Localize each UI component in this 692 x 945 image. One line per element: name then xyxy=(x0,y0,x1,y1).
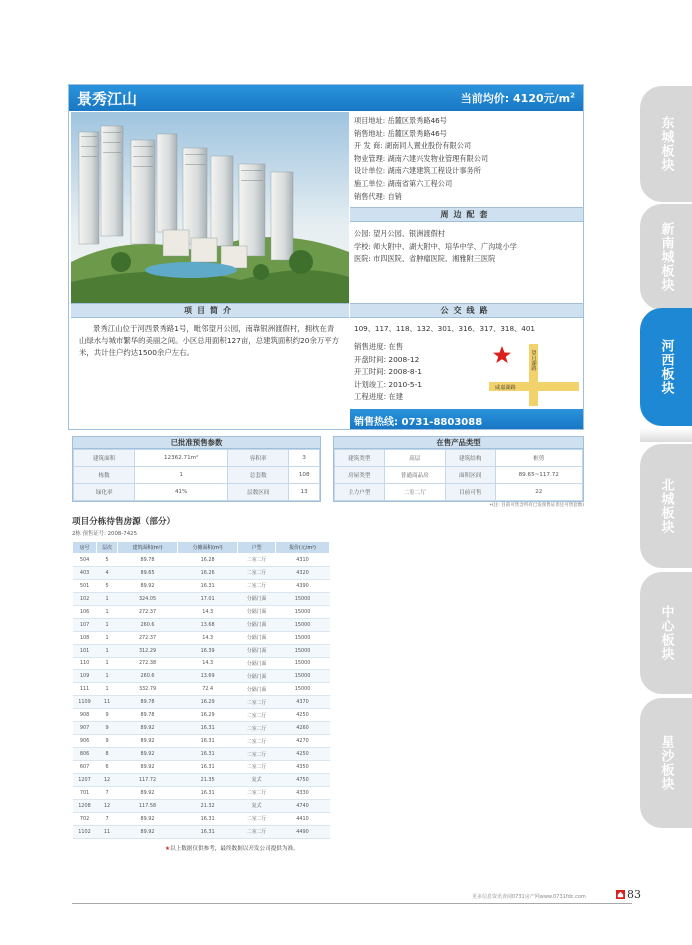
table-cell: 分隔门面 xyxy=(238,670,276,683)
table-cell: 1 xyxy=(97,631,118,644)
table-cell: 高层 xyxy=(384,450,445,467)
table-cell: 4270 xyxy=(276,735,330,748)
table-cell: 3 xyxy=(289,450,320,467)
table-cell: 89.92 xyxy=(117,786,177,799)
table-cell: 16.31 xyxy=(178,761,238,774)
table-cell: 二室二厅 xyxy=(238,709,276,722)
table-cell: 框剪 xyxy=(495,450,583,467)
table-cell: 89.92 xyxy=(117,761,177,774)
location-map-drawing xyxy=(489,340,581,406)
listing-table xyxy=(72,541,330,839)
table-row xyxy=(73,825,330,838)
tab-xingsha[interactable] xyxy=(640,698,692,828)
table-cell: 72.4 xyxy=(178,683,238,696)
peripheral-parks: 公园: 望月公园、银洲渡假村 xyxy=(354,229,445,238)
table-cell: 15000 xyxy=(276,683,330,696)
table-cell: 分隔门面 xyxy=(238,631,276,644)
presale-table-title: 已批准预售参数 xyxy=(73,437,320,449)
column-header: 分摊面积(m²) xyxy=(178,542,238,554)
table-row xyxy=(335,484,583,501)
table-row xyxy=(335,450,583,467)
table-cell: 建筑面积 xyxy=(74,450,135,467)
table-cell: 14.3 xyxy=(178,657,238,670)
table-cell: 806 xyxy=(73,748,97,761)
table-cell: 21.35 xyxy=(178,773,238,786)
average-price-text: 当前均价: 4120元/m xyxy=(460,92,571,105)
table-cell: 4370 xyxy=(276,696,330,709)
product-table-grid xyxy=(334,449,583,501)
table-cell: 15000 xyxy=(276,657,330,670)
listing-title: 项目分栋待售房源（部分） xyxy=(72,517,176,527)
average-price xyxy=(461,90,575,106)
table-row xyxy=(73,579,330,592)
column-header: 层次 xyxy=(97,542,118,554)
table-cell: 4320 xyxy=(276,566,330,579)
bus-title: 公交线路 xyxy=(350,303,583,318)
table-cell: 89.92 xyxy=(117,735,177,748)
table-cell: 栋数 xyxy=(74,467,135,484)
table-cell: 4350 xyxy=(276,761,330,774)
table-cell: 15000 xyxy=(276,605,330,618)
table-row xyxy=(73,592,330,605)
table-cell: 1109 xyxy=(73,696,97,709)
table-cell: 504 xyxy=(73,554,97,567)
table-cell: 容积率 xyxy=(228,450,289,467)
listing-subtitle: 2栋 预售证号: 2008-7425 xyxy=(72,531,138,537)
table-cell: 4490 xyxy=(276,825,330,838)
tab-dongcheng[interactable] xyxy=(640,86,692,202)
table-cell: 复式 xyxy=(238,773,276,786)
tab-label: 星沙板块 xyxy=(658,735,674,791)
tab-zhongxin[interactable] xyxy=(640,572,692,694)
table-cell: 14.3 xyxy=(178,631,238,644)
table-cell: 17.01 xyxy=(178,592,238,605)
table-cell: 501 xyxy=(73,579,97,592)
table-cell: 4 xyxy=(97,566,118,579)
table-cell: 89.78 xyxy=(117,696,177,709)
table-cell: 13.69 xyxy=(178,670,238,683)
progress-completion: 计划竣工: 2010-5-1 xyxy=(354,379,422,389)
table-cell: 1 xyxy=(97,605,118,618)
table-row xyxy=(73,722,330,735)
table-cell: 16.26 xyxy=(178,566,238,579)
table-cell: 89.92 xyxy=(117,579,177,592)
home-icon xyxy=(616,890,625,899)
table-cell: 108 xyxy=(73,631,97,644)
tab-label: 北城板块 xyxy=(658,478,674,534)
table-cell: 二室二厅 xyxy=(238,786,276,799)
table-cell: 324.05 xyxy=(117,592,177,605)
table-cell: 绿化率 xyxy=(74,484,135,501)
table-cell: 16.31 xyxy=(178,579,238,592)
tab-shadow xyxy=(640,428,692,442)
table-cell: 12362.71m² xyxy=(135,450,228,467)
table-cell: 二室二厅 xyxy=(384,484,445,501)
table-row xyxy=(73,773,330,786)
table-cell: 4330 xyxy=(276,786,330,799)
table-cell: 702 xyxy=(73,812,97,825)
table-cell: 二室二厅 xyxy=(238,761,276,774)
table-cell: 建筑类型 xyxy=(335,450,385,467)
info-address: 项目地址: 岳麓区景秀路46号 xyxy=(354,116,447,125)
listing-disclaimer xyxy=(165,844,299,852)
table-cell: 908 xyxy=(73,709,97,722)
table-cell: 二室二厅 xyxy=(238,748,276,761)
table-row xyxy=(73,618,330,631)
table-cell: 16.39 xyxy=(178,644,238,657)
table-cell: 分隔门面 xyxy=(238,644,276,657)
progress-opening: 开盘时间: 2008-12 xyxy=(354,354,420,364)
location-star-icon xyxy=(493,346,511,363)
table-row xyxy=(73,812,330,825)
table-row xyxy=(74,450,320,467)
table-cell: 16.31 xyxy=(178,825,238,838)
column-header: 建筑面积(m²) xyxy=(117,542,177,554)
table-cell: 260.6 xyxy=(117,618,177,631)
table-cell: 1207 xyxy=(73,773,97,786)
table-cell: 16.28 xyxy=(178,554,238,567)
table-row xyxy=(73,709,330,722)
table-cell: 1 xyxy=(135,467,228,484)
table-cell: 14.3 xyxy=(178,605,238,618)
table-cell: 907 xyxy=(73,722,97,735)
tab-label: 东城板块 xyxy=(658,116,674,172)
sales-hotline: 销售热线: 0731-8803088 xyxy=(350,409,583,429)
table-cell: 89.92 xyxy=(117,748,177,761)
table-cell: 二室二厅 xyxy=(238,554,276,567)
table-cell: 22 xyxy=(495,484,583,501)
footer-text: 更多信息资讯查阅0731房产网www.0731fdc.com xyxy=(472,894,586,900)
table-cell: 21.32 xyxy=(178,799,238,812)
table-cell: 260.6 xyxy=(117,670,177,683)
star-icon: ★ xyxy=(165,846,171,852)
peripheral-list xyxy=(350,226,583,266)
table-cell: 二室二厅 xyxy=(238,722,276,735)
listing-header-row xyxy=(73,542,330,554)
district-tabs xyxy=(640,86,692,831)
table-cell: 二室二厅 xyxy=(238,812,276,825)
intro-title: 项目简介 xyxy=(71,303,349,318)
progress-sales: 销售进度: 在售 xyxy=(354,342,404,351)
table-row xyxy=(73,644,330,657)
table-cell: 4750 xyxy=(276,773,330,786)
table-cell: 9 xyxy=(97,709,118,722)
table-cell: 分隔门面 xyxy=(238,605,276,618)
table-cell: 13.68 xyxy=(178,618,238,631)
table-cell: 二室二厅 xyxy=(238,735,276,748)
peripheral-schools: 学校: 师大附中、湖大附中、培华中学、广沟垅小学 xyxy=(354,241,517,251)
table-cell: 607 xyxy=(73,761,97,774)
table-cell: 272.37 xyxy=(117,605,177,618)
table-cell: 1 xyxy=(97,670,118,683)
column-header: 房号 xyxy=(73,542,97,554)
table-cell: 目前可售 xyxy=(445,484,495,501)
table-cell: 312.29 xyxy=(117,644,177,657)
table-row xyxy=(335,467,583,484)
table-cell: 272.37 xyxy=(117,631,177,644)
table-cell: 16.31 xyxy=(178,722,238,735)
table-cell: 9 xyxy=(97,735,118,748)
progress-construction: 工程进度: 在建 xyxy=(354,392,404,402)
table-cell: 建筑结构 xyxy=(445,450,495,467)
table-row xyxy=(74,484,320,501)
tab-label: 中心板块 xyxy=(658,605,674,661)
product-note: •(注: 目前可售含所有已发预售证但还可售套数) xyxy=(489,503,584,508)
table-cell: 89.65 xyxy=(117,566,177,579)
table-cell: 二室二厅 xyxy=(238,566,276,579)
table-cell: 主力户型 xyxy=(335,484,385,501)
info-sales-address: 销售地址: 岳麓区景秀路46号 xyxy=(354,128,447,138)
table-cell: 普通商品房 xyxy=(384,467,445,484)
table-cell: 11 xyxy=(97,696,118,709)
table-cell: 面积区间 xyxy=(445,467,495,484)
table-row xyxy=(73,786,330,799)
table-row xyxy=(73,761,330,774)
building-rendering-image xyxy=(71,112,349,303)
table-cell: 8 xyxy=(97,748,118,761)
table-cell: 分隔门面 xyxy=(238,657,276,670)
table-cell: 13 xyxy=(289,484,320,501)
info-design: 设计单位: 湖南六建建筑工程设计事务所 xyxy=(354,166,481,176)
table-row xyxy=(73,657,330,670)
table-cell: 16.31 xyxy=(178,735,238,748)
info-sales-agent: 销售代理: 自销 xyxy=(354,191,402,201)
table-cell: 4410 xyxy=(276,812,330,825)
info-developer: 开 发 商: 湖南同人置业股份有限公司 xyxy=(354,141,472,151)
table-row xyxy=(73,566,330,579)
table-cell: 4390 xyxy=(276,579,330,592)
table-cell: 7 xyxy=(97,812,118,825)
intro-text: 景秀江山位于河西景秀路1号，毗邻望月公园，南靠银洲渡假村，拥枕在青山绿水与城市繁华的美丽之间。小区总用面积127亩，总建筑面积约20余万平方米，共计住户约达1500余户左右。 xyxy=(79,324,340,357)
table-cell: 9 xyxy=(97,722,118,735)
presale-table xyxy=(72,436,321,502)
progress-start: 开工时间: 2008-8-1 xyxy=(354,367,422,377)
table-cell: 89.65~117.72 xyxy=(495,467,583,484)
table-cell: 5 xyxy=(97,554,118,567)
table-cell: 15000 xyxy=(276,644,330,657)
table-cell: 102 xyxy=(73,592,97,605)
listing-disclaimer-text: 以上数据仅供参考，最终数据以开发公司提供为准。 xyxy=(170,846,299,852)
table-cell: 7 xyxy=(97,786,118,799)
table-cell: 117.58 xyxy=(117,799,177,812)
table-cell: 16.31 xyxy=(178,786,238,799)
table-cell: 89.92 xyxy=(117,825,177,838)
tab-hexi[interactable] xyxy=(640,308,692,426)
table-cell: 89.92 xyxy=(117,722,177,735)
table-cell: 332.79 xyxy=(117,683,177,696)
table-row xyxy=(73,799,330,812)
project-info xyxy=(350,112,583,203)
table-cell: 16.31 xyxy=(178,748,238,761)
table-cell: 101 xyxy=(73,644,97,657)
table-cell: 1 xyxy=(97,592,118,605)
table-cell: 1 xyxy=(97,618,118,631)
table-cell: 4310 xyxy=(276,554,330,567)
tab-label: 新南城板块 xyxy=(658,222,674,292)
product-table xyxy=(333,436,584,502)
table-cell: 106 xyxy=(73,605,97,618)
table-cell: 12 xyxy=(97,799,118,812)
map-road-vertical: 望月湖路 xyxy=(530,350,537,371)
listing-table-grid xyxy=(72,541,330,839)
table-cell: 108 xyxy=(289,467,320,484)
table-cell: 15000 xyxy=(276,592,330,605)
table-cell: 1208 xyxy=(73,799,97,812)
table-cell: 二室二厅 xyxy=(238,825,276,838)
table-cell: 89.92 xyxy=(117,812,177,825)
table-cell: 分隔门面 xyxy=(238,592,276,605)
table-cell: 1102 xyxy=(73,825,97,838)
presale-table-grid xyxy=(73,449,320,501)
table-row xyxy=(73,670,330,683)
project-card xyxy=(68,84,584,430)
table-cell: 1 xyxy=(97,644,118,657)
table-row xyxy=(73,554,330,567)
table-cell: 5 xyxy=(97,579,118,592)
info-construction: 施工单位: 湖南省第六工程公司 xyxy=(354,178,453,188)
project-rendering xyxy=(71,112,349,303)
table-row xyxy=(74,467,320,484)
table-cell: 总套数 xyxy=(228,467,289,484)
info-property-management: 物业管理: 湖南六建兴发物业管理有限公司 xyxy=(354,153,489,163)
tab-label: 河西板块 xyxy=(658,339,674,395)
peripheral-title: 周边配套 xyxy=(350,207,583,222)
table-cell: 89.78 xyxy=(117,709,177,722)
table-cell: 15000 xyxy=(276,670,330,683)
tab-beicheng[interactable] xyxy=(640,444,692,568)
table-cell: 89.78 xyxy=(117,554,177,567)
table-cell: 109 xyxy=(73,670,97,683)
price-unit-sup: 2 xyxy=(570,91,575,100)
table-cell: 1 xyxy=(97,683,118,696)
table-cell: 107 xyxy=(73,618,97,631)
table-row xyxy=(73,735,330,748)
table-cell: 房屋类型 xyxy=(335,467,385,484)
peripheral-hospitals: 医院: 市四医院、省肿瘤医院、湘雅附三医院 xyxy=(354,254,496,263)
table-cell: 11 xyxy=(97,825,118,838)
table-row xyxy=(73,683,330,696)
table-cell: 分隔门面 xyxy=(238,683,276,696)
table-cell: 分隔门面 xyxy=(238,618,276,631)
product-table-title: 在售产品类型 xyxy=(334,437,583,449)
page-number: 83 xyxy=(627,888,641,901)
table-cell: 41% xyxy=(135,484,228,501)
table-cell: 906 xyxy=(73,735,97,748)
map-road-horizontal: 咸嘉湖路 xyxy=(495,384,516,391)
table-cell: 272.38 xyxy=(117,657,177,670)
table-cell: 15000 xyxy=(276,618,330,631)
table-row xyxy=(73,605,330,618)
table-cell: 4250 xyxy=(276,709,330,722)
table-cell: 4740 xyxy=(276,799,330,812)
listing-body xyxy=(73,554,330,839)
project-header xyxy=(69,85,583,111)
table-cell: 二室二厅 xyxy=(238,696,276,709)
bus-lines: 109、117、118、132、301、316、317、318、401 xyxy=(354,324,535,333)
table-cell: 15000 xyxy=(276,631,330,644)
tab-xinnancheng[interactable] xyxy=(640,204,692,310)
table-cell: 16.29 xyxy=(178,709,238,722)
column-header: 报价(元/m²) xyxy=(276,542,330,554)
sales-progress xyxy=(350,341,490,404)
table-cell: 110 xyxy=(73,657,97,670)
table-cell: 4260 xyxy=(276,722,330,735)
table-cell: 111 xyxy=(73,683,97,696)
table-cell: 16.31 xyxy=(178,812,238,825)
table-cell: 403 xyxy=(73,566,97,579)
column-header: 户型 xyxy=(238,542,276,554)
table-row xyxy=(73,748,330,761)
project-title: 景秀江山 xyxy=(77,90,138,108)
table-cell: 16.29 xyxy=(178,696,238,709)
table-cell: 4250 xyxy=(276,748,330,761)
table-cell: 6 xyxy=(97,761,118,774)
table-cell: 1 xyxy=(97,657,118,670)
table-cell: 二室二厅 xyxy=(238,579,276,592)
table-cell: 层数区间 xyxy=(228,484,289,501)
table-cell: 701 xyxy=(73,786,97,799)
table-row xyxy=(73,696,330,709)
table-cell: 复式 xyxy=(238,799,276,812)
table-row xyxy=(73,631,330,644)
location-map xyxy=(489,340,581,406)
table-cell: 117.72 xyxy=(117,773,177,786)
footer-rule xyxy=(72,903,632,904)
table-cell: 12 xyxy=(97,773,118,786)
